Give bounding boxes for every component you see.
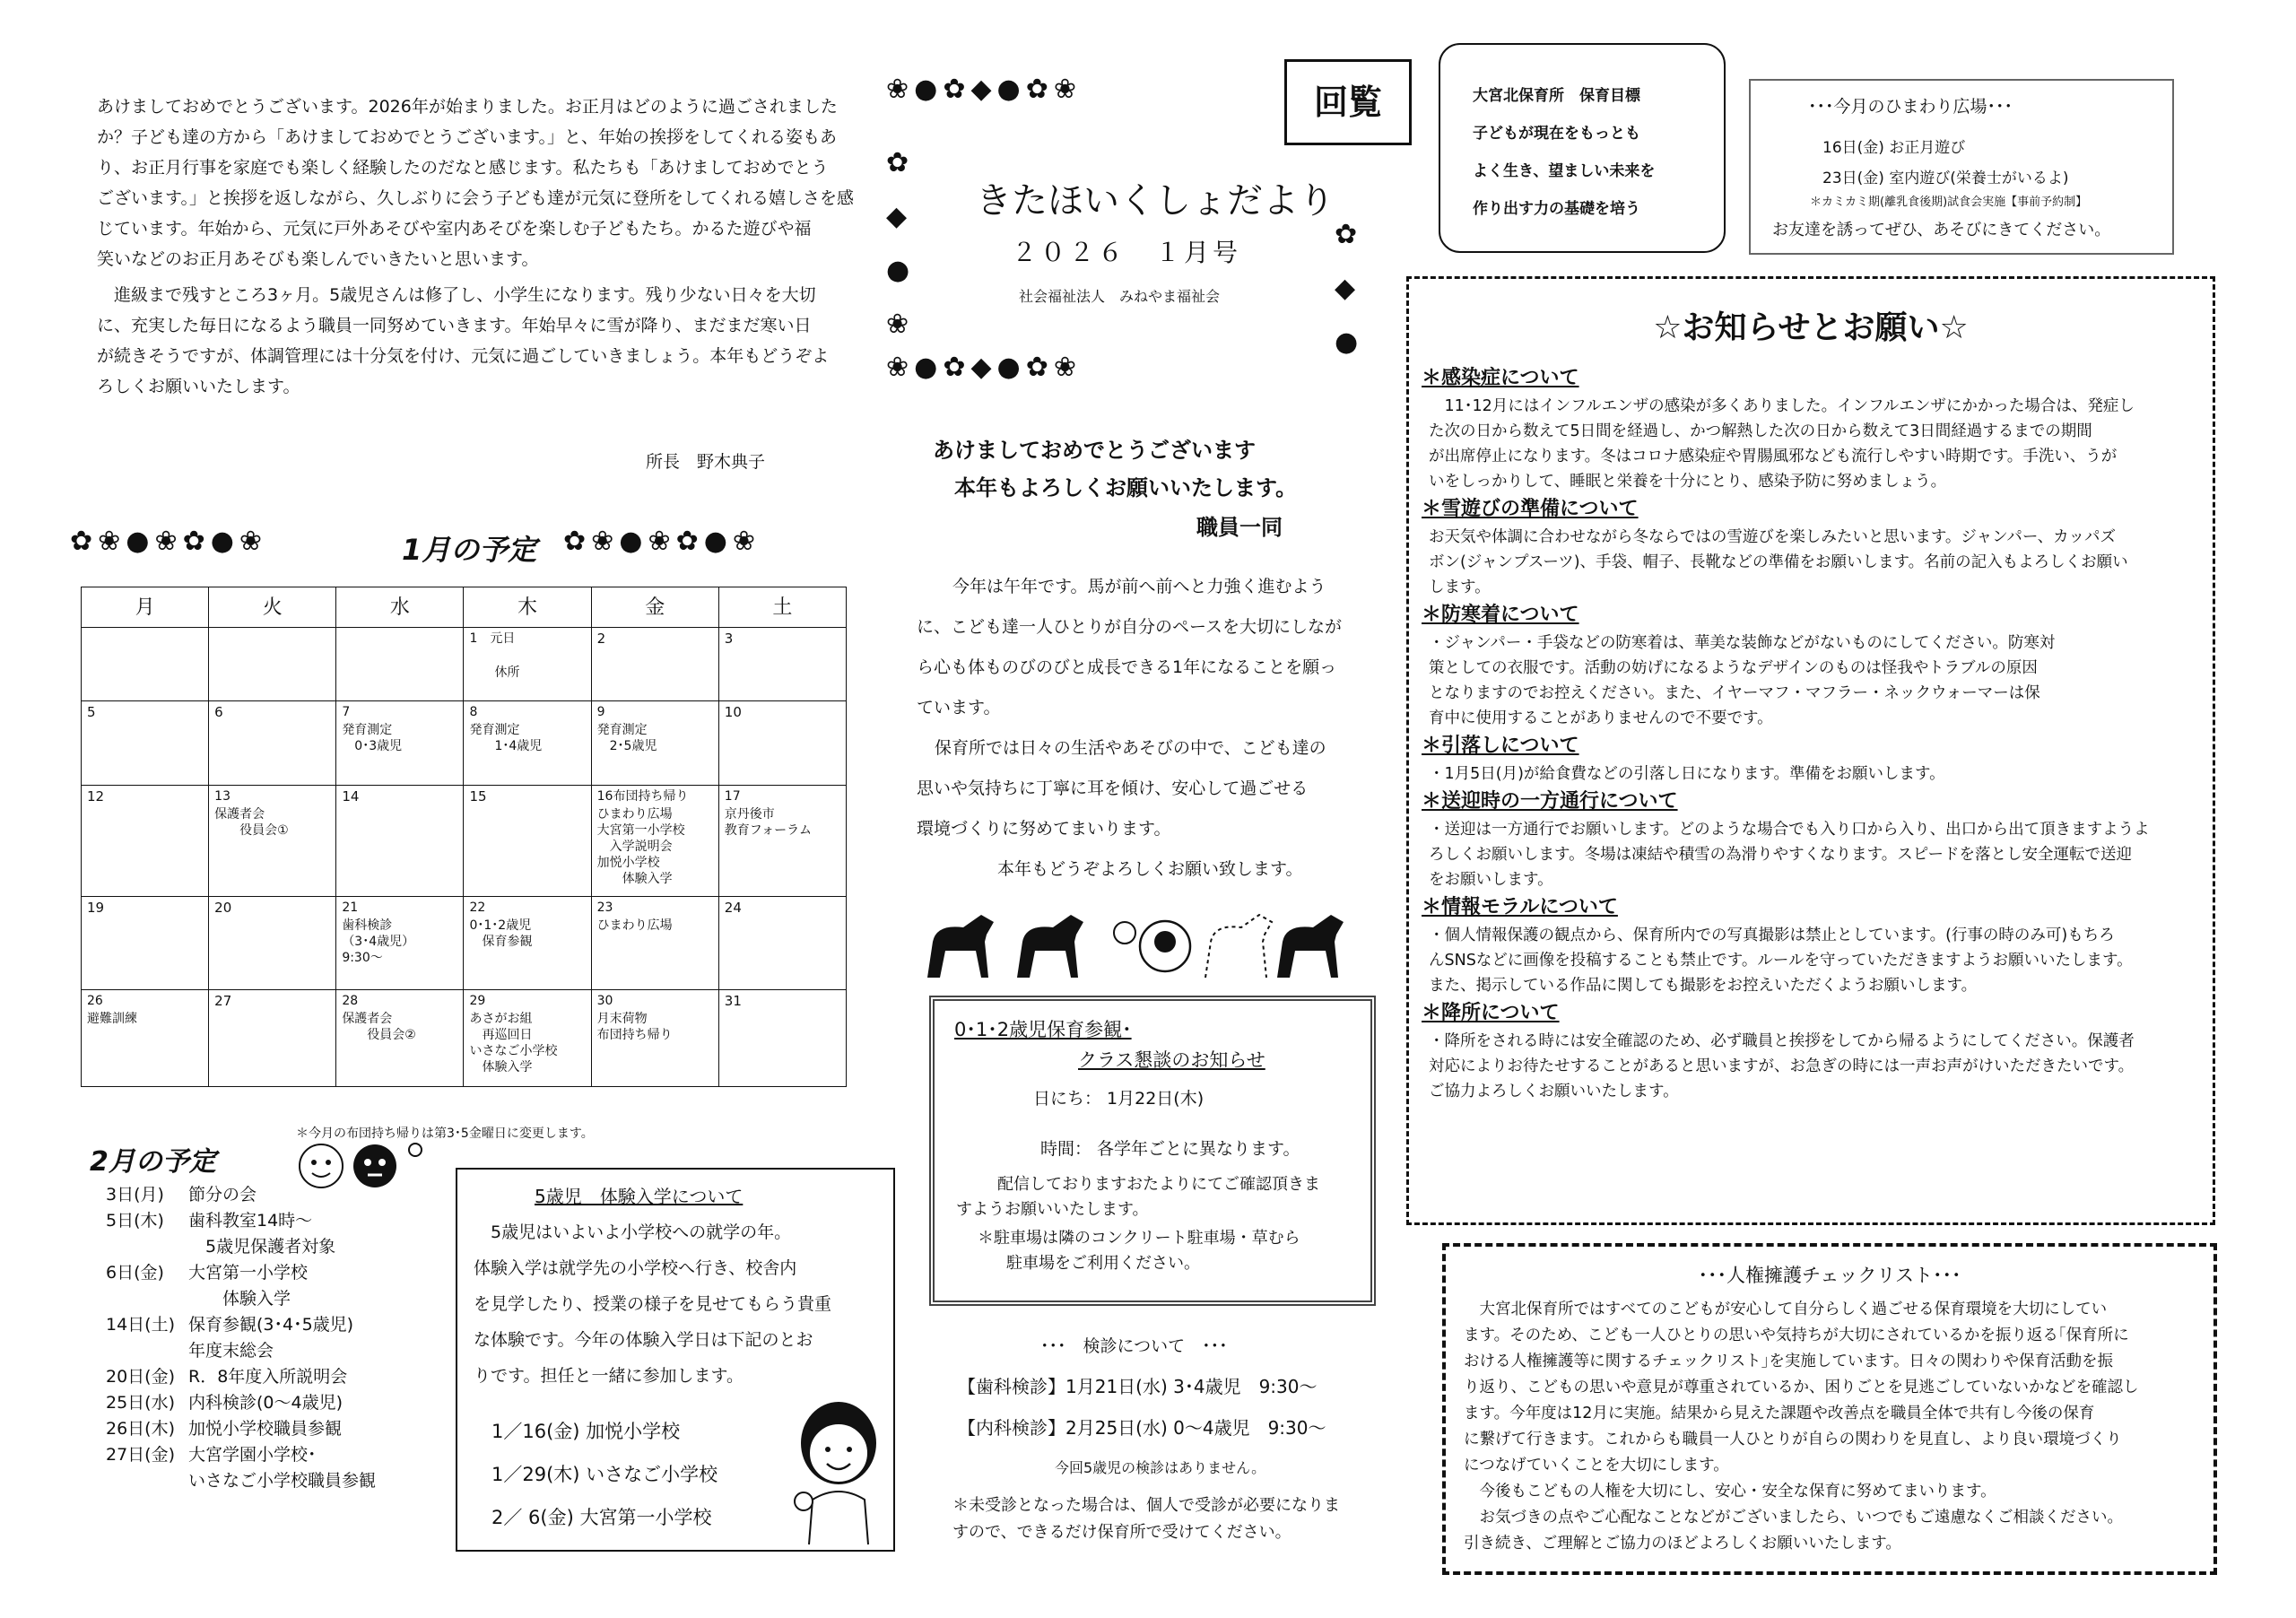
notice-line: ・1月5日(月)が給食費などの引落し日になります。準備をお願いします。 — [1429, 765, 1945, 783]
kenshin-foot2: すので、できるだけ保育所で受けてください。 — [952, 1523, 1292, 1542]
calendar-day-cell — [718, 628, 846, 701]
calendar-header-sat: 土 — [718, 587, 846, 628]
newsletter-publisher: 社会福祉法人 みねやま福祉会 — [1019, 288, 1221, 305]
kairan-stamp: 回覧 — [1284, 59, 1412, 145]
january-calendar — [81, 587, 847, 1087]
notice-line: また、掲示している作品に関しても撮影をお控えいただくようお願いします。 — [1429, 977, 1978, 995]
calendar-day-number: 13 — [214, 789, 230, 804]
february-item-text: 大宮第一小学校 — [188, 1263, 309, 1283]
calendar-week-row — [82, 786, 847, 897]
notice-heading: ＊感染症について — [1422, 367, 1579, 389]
notice-heading: ＊送迎時の一方通行について — [1422, 790, 1678, 813]
notice-line: ボン(ジャンプスーツ)、手袋、帽子、長靴などの準備をお願いします。名前の記入もよろしくお願い — [1429, 553, 2128, 571]
calendar-day-number: 20 — [214, 900, 232, 916]
february-item — [106, 1338, 376, 1364]
calendar-day-cell — [718, 701, 846, 786]
calendar-header-mon: 月 — [82, 587, 209, 628]
jinken-line: おける人権擁護等に関するチェックリスト｣を実施しています。日々の関わりや保育活動を振 — [1464, 1353, 2113, 1370]
calendar-event-text: 教育フォーラム — [724, 823, 812, 838]
notice-heading: ＊情報モラルについて — [1422, 896, 1618, 918]
february-item-date: 27日(金) — [106, 1445, 176, 1465]
notice-line: ご協力よろしくお願いいたします。 — [1429, 1083, 1679, 1100]
february-item-date — [106, 1234, 188, 1260]
calendar-day-cell — [209, 628, 336, 701]
february-item-date: 20日(金) — [106, 1367, 176, 1387]
february-item-text: 体験入学 — [188, 1289, 291, 1309]
calendar-day-cell — [591, 786, 718, 897]
february-item — [106, 1390, 376, 1416]
february-item-date: 26日(木) — [106, 1419, 176, 1439]
february-item — [106, 1442, 376, 1468]
taiken-box — [456, 1168, 895, 1552]
february-item-text: いさなご小学校職員参観 — [188, 1471, 377, 1491]
masthead-deco-right: ✿ ◆ ● — [1335, 219, 1364, 358]
himawari-box — [1749, 79, 2174, 255]
february-item-date — [106, 1338, 188, 1364]
calendar-day-cell — [464, 897, 591, 990]
february-item — [106, 1260, 376, 1286]
notice-line: します。 — [1429, 578, 1491, 596]
newyear-body: 今年は午年です。馬が前へ前へと力強く進むよう に、こども達一人ひとりが自分のペースを大切にしなが ら心も体ものびのびと成長できる1年になることを願っ ています。 保育所では日々の生活やあそびの中で、こども達の 思いや気持ちに丁寧に耳を傾け、安心して過ごせる 環境づくりに努めてまいります。 本年もどうぞよろしくお願い致します。 — [917, 577, 1343, 879]
calendar-day-cell — [336, 897, 464, 990]
calendar-day-number: 19 — [87, 900, 105, 916]
himawari-item-2: 23日(金) 室内遊び(栄養士がいるよ) — [1822, 170, 2069, 187]
notices-body — [1422, 363, 2200, 1104]
calendar-day-cell — [591, 628, 718, 701]
calendar-event-text: 避難訓練 — [87, 1012, 137, 1026]
calendar-day-cell — [209, 701, 336, 786]
notice-heading: ＊引落しについて — [1422, 735, 1579, 757]
calendar-day-cell — [82, 701, 209, 786]
january-deco-left: ✿❀●❀✿●❀ — [70, 526, 268, 557]
calendar-day-number: 26 — [87, 994, 103, 1008]
himawari-title: ･･･今月のひまわり広場･･･ — [1808, 97, 2013, 117]
kenshin-dental: 【歯科検診】1月21日(水) 3･4歳児 9:30～ — [958, 1376, 1318, 1397]
greeting-signature: 所長 野木典子 — [646, 452, 766, 472]
february-item — [106, 1468, 376, 1494]
kondan-parking1: ＊駐車場は隣のコンクリート駐車場・草むら — [978, 1229, 1300, 1248]
masthead — [886, 74, 1364, 396]
february-item — [106, 1364, 376, 1390]
calendar-event-text: 体験入学 — [596, 872, 673, 886]
calendar-event-text: 発育測定 — [342, 723, 393, 737]
calendar-event-text: 体験入学 — [469, 1060, 533, 1074]
calendar-event-text — [469, 648, 585, 665]
calendar-day-number: 31 — [724, 993, 742, 1009]
jinken-line: につなげていくことを大切にします。 — [1464, 1457, 1729, 1474]
february-item-date: 6日(金) — [106, 1263, 164, 1283]
calendar-day-number: 8 — [469, 705, 478, 719]
calendar-day-number: 9 — [596, 705, 605, 719]
masthead-deco-left: ✿ ◆ ● ❀ — [886, 147, 916, 340]
january-title: 1月の予定 — [402, 533, 537, 567]
calendar-day-cell — [82, 990, 209, 1087]
notice-line: お天気や体調に合わせながら冬ならではの雪遊びを楽しみたいと思います。ジャンパー、カッパズ — [1429, 528, 2116, 546]
february-item-date: 3日(月) — [106, 1185, 164, 1205]
calendar-event-text: 再巡回日 — [469, 1028, 533, 1042]
calendar-day-number: 12 — [87, 788, 105, 805]
february-item-text: 加悦小学校職員参観 — [188, 1419, 343, 1439]
kondan-title2: クラス懇談のお知らせ — [1078, 1049, 1265, 1071]
notice-line: が出席停止になります。冬はコロナ感染症や胃腸風邪なども流行しやすい時期です。手洗い、うが — [1429, 448, 2118, 465]
calendar-day-cell — [718, 990, 846, 1087]
calendar-day-cell — [209, 990, 336, 1087]
calendar-day-cell — [82, 897, 209, 990]
goals-box — [1439, 43, 1726, 253]
calendar-event-text: ひまわり広場 — [596, 918, 673, 933]
notice-line: 策としての衣服です。活動の妨げになるようなデザインのものは怪我やトラブルの原因 — [1429, 659, 2038, 677]
himawari-note: ＊カミカミ期(離乳食後期)試食会実施【事前予約制】 — [1810, 196, 2088, 209]
taiken-body: 5歳児はいよいよ小学校への就学の年。 体験入学は就学先の小学校へ行き、校舎内 を見学したり、授業の様子を見せてもらう貴重 な体験です。今年の体験入学日は下記のとお りです。担任と一緒に参加します。 — [474, 1222, 832, 1386]
kondan-title1: 0･1･2歳児保育参観･ — [954, 1019, 1132, 1040]
calendar-day-number: 6 — [214, 704, 223, 720]
calendar-event-text: 月末荷物 — [596, 1012, 648, 1026]
january-deco-right: ✿❀●❀✿●❀ — [563, 526, 761, 557]
calendar-day-cell — [718, 897, 846, 990]
february-item-text: 年度末総会 — [188, 1341, 274, 1361]
calendar-event-text: 歯科検診 — [342, 918, 393, 933]
calendar-day-cell — [82, 786, 209, 897]
calendar-event-text: 役員会① — [214, 823, 289, 838]
calendar-day-cell — [209, 897, 336, 990]
calendar-event-text: 1･4歳児 — [469, 739, 543, 753]
calendar-day-number: 15 — [469, 788, 487, 805]
jinken-line: お気づきの点やご心配なことなどがございましたら、いつでもご遠慮なくご相談ください。 — [1464, 1509, 2123, 1527]
futon-note: ＊今月の布団持ち帰りは第3･5金曜日に変更します。 — [296, 1127, 594, 1141]
notice-heading: ＊防寒着について — [1422, 604, 1579, 626]
february-item — [106, 1234, 376, 1260]
calendar-event-text: 大宮第一小学校 — [596, 823, 685, 838]
calendar-day-cell — [464, 628, 591, 701]
calendar-day-number: 30 — [596, 994, 613, 1008]
kondan-note1: 配信しておりますおたよりにてご確認頂きま — [997, 1175, 1320, 1194]
notice-line: をお願いします。 — [1429, 871, 1553, 889]
newyear-line2: 本年もよろしくお願いいたします。 — [954, 475, 1298, 500]
calendar-day-number: 24 — [724, 900, 742, 916]
teacher-illustration-icon — [789, 1394, 888, 1546]
jinken-line: 今後もこどもの人権を大切にし、安心・安全な保育に努めてまいります。 — [1464, 1483, 1996, 1501]
calendar-day-number: 2 — [596, 631, 606, 647]
taiken-title: 5歳児 体験入学について — [535, 1186, 744, 1207]
calendar-day-cell — [336, 786, 464, 897]
february-item — [106, 1416, 376, 1442]
calendar-event-text: 入学説明会 — [596, 839, 673, 854]
calendar-event-text: 0･3歳児 — [342, 739, 403, 753]
notice-heading: ＊雪遊びの準備について — [1422, 498, 1639, 520]
calendar-day-number: 29 — [469, 994, 486, 1008]
calendar-event-text: 発育測定 — [469, 723, 520, 737]
february-title: 2月の予定 — [90, 1146, 216, 1178]
notices-title: ☆お知らせとお願い☆ — [1653, 309, 1969, 346]
kenshin-title: ･･･ 検診について ･･･ — [1040, 1336, 1228, 1356]
notice-line: ・送迎は一方通行でお願いします。どのような場合でも入り口から入り、出口から出て頂きますようよ — [1429, 821, 2150, 839]
kenshin-foot1: ＊未受診となった場合は、個人で受診が必要になりま — [952, 1496, 1340, 1515]
calendar-day-number: 5 — [87, 704, 96, 720]
calendar-header-fri: 金 — [591, 587, 718, 628]
calendar-event-text: 役員会② — [342, 1028, 416, 1042]
kondan-parking2: 駐車場をご利用ください。 — [1006, 1254, 1200, 1273]
kenshin-note: 今回5歳児の検診はありません。 — [1055, 1459, 1266, 1476]
calendar-day-cell — [591, 990, 718, 1087]
notice-line: 対応によりお待たせすることがあると思いますが、お急ぎの時には一声お声がけいただきたいです。 — [1429, 1057, 2135, 1075]
calendar-day-number: 16布団持ち帰り — [596, 789, 689, 804]
calendar-day-cell — [718, 786, 846, 897]
notice-line: んSNSなどに画像を投稿することも禁止です。ルールを守っていただきますようお願いいたします。 — [1429, 952, 2133, 970]
kondan-date: 日にち： 1月22日(木) — [1033, 1089, 1205, 1109]
calendar-day-cell — [464, 786, 591, 897]
jinken-title: ･･･人権擁護チェックリスト･･･ — [1698, 1265, 1961, 1286]
calendar-event-text: 0･1･2歳児 — [469, 918, 532, 933]
kondan-time: 時間： 各学年ごとに異なります。 — [1040, 1139, 1300, 1159]
calendar-day-cell — [591, 897, 718, 990]
calendar-day-cell — [82, 628, 209, 701]
calendar-event-text: 2･5歳児 — [596, 739, 657, 753]
february-item-text: 保育参観(3･4･5歳児) — [188, 1315, 354, 1335]
calendar-event-text: 休所 — [469, 665, 520, 680]
calendar-day-cell — [336, 628, 464, 701]
calendar-day-number: 23 — [596, 900, 613, 915]
calendar-week-row — [82, 897, 847, 990]
calendar-day-cell — [464, 990, 591, 1087]
calendar-event-text: 9:30～ — [342, 951, 383, 965]
calendar-day-cell — [464, 701, 591, 786]
calendar-day-cell — [209, 786, 336, 897]
jinken-box — [1442, 1243, 2217, 1575]
notice-line: た次の日から数えて5日間を経過し、かつ解熱した次の日から数えて3日間経過するまでの期間 — [1429, 422, 2092, 440]
notice-line: 育中に使用することがありませんので不要です。 — [1429, 709, 1773, 727]
calendar-header-tue: 火 — [209, 587, 336, 628]
calendar-day-number: 14 — [342, 788, 360, 805]
calendar-day-cell — [336, 701, 464, 786]
calendar-event-text: あさがお組 — [469, 1012, 533, 1026]
newyear-line1: あけましておめでとうございます — [933, 438, 1256, 463]
notice-line: 11･12月にはインフルエンザの感染が多くありました。インフルエンザにかかった場合は、発症し — [1429, 397, 2135, 415]
horse-row-icon — [918, 897, 1349, 987]
calendar-event-text: 京丹後市 — [724, 807, 775, 822]
notice-line: ・個人情報保護の観点から、保育所内での写真撮影は禁止としています。(行事の時のみ可)もちろ — [1429, 926, 2115, 944]
goals-text: 大宮北保育所 保育目標 子どもが現在をもっとも よく生き、望ましい未来を 作り出す力の基礎を培う — [1473, 87, 1656, 218]
february-item-text: 5歳児保護者対象 — [188, 1237, 336, 1257]
calendar-week-row — [82, 628, 847, 701]
calendar-event-text: （3･4歳児） — [342, 935, 415, 949]
calendar-header-wed: 水 — [336, 587, 464, 628]
notice-heading: ＊降所について — [1422, 1002, 1560, 1024]
greeting-text: あけましておめでとうございます。2026年が始まりました。お正月はどのように過ごされました か？子ども達の方から「あけましておめでとうございます。」と、年始の挨拶をしてくれる姿もあ り、お正月行事を家庭でも楽しく経験したのだなと感じます。私たちも「あけましておめでとう ございます。」と挨拶を返しながら、久しぶりに会う子ども達が元気に登所をしてくれる嬉しさを感 じています。年始から、元気に戸外あそびや室内あそびを楽しむ子どもたち。かるた遊びや福 笑いなどのお正月あそびも楽しんでいきたいと思います。 進級まで残すところ3ヶ月。5歳児さんは修了し、小学生になります。残り少ない日々を大切 に、充実した毎日になるよう職員一同努めていきます。年始早々に雪が降り、まだまだ寒い日 が続きそうですが、体調管理には十分気を付け、元気に過ごしていきましょう。本年もどうぞよ ろしくお願いいたします。 — [97, 97, 854, 396]
calendar-day-cell — [591, 701, 718, 786]
notice-line: ・ジャンパー・手袋などの防寒着は、華美な装飾などがないものにしてください。防寒対 — [1429, 634, 2056, 652]
newsletter-issue: ２０２６ １月号 — [1012, 238, 1242, 267]
himawari-item-1: 16日(金) お正月遊び — [1822, 139, 1966, 157]
calendar-week-row — [82, 990, 847, 1087]
february-item — [106, 1312, 376, 1338]
calendar-day-number: 1 元日 — [469, 631, 516, 646]
february-item — [106, 1182, 376, 1208]
notices-box — [1406, 276, 2215, 1225]
february-item-date: 5日(木) — [106, 1211, 164, 1231]
calendar-day-number: 21 — [342, 900, 359, 915]
calendar-day-cell — [336, 990, 464, 1087]
calendar-event-text: 保護者会 — [342, 1012, 393, 1026]
jinken-line: 大宮北保育所ではすべてのこどもが安心して自分らしく過ごせる保育環境を大切にしてい — [1464, 1300, 2108, 1318]
february-item-date: 25日(水) — [106, 1393, 176, 1413]
jinken-line: ます。今年度は12月に実施。結果から見えた課題や改善点を職員全体で共有し今後の保育 — [1464, 1405, 2095, 1422]
notice-line: ・降所をされる時には安全確認のため、必ず職員と挨拶をしてから帰るようにしてください。保護者 — [1429, 1032, 2135, 1050]
calendar-day-number: 3 — [724, 631, 734, 647]
kondan-box — [929, 996, 1376, 1306]
calendar-event-text: ひまわり広場 — [596, 807, 673, 822]
jinken-line: ます。そのため、こども一人ひとりの思いや気持ちが大切にされているかを振り返る｢保育所に — [1464, 1327, 2129, 1344]
february-item-date: 14日(土) — [106, 1315, 176, 1335]
calendar-event-text: 保育参観 — [469, 935, 533, 949]
calendar-day-number: 7 — [342, 705, 351, 719]
february-item-date — [106, 1468, 188, 1494]
calendar-day-number: 28 — [342, 994, 359, 1008]
calendar-day-number: 22 — [469, 900, 486, 915]
jinken-line: に繋げて行きます。これからも職員一人ひとりが自らの関わりを見直し、より良い環境づくり — [1464, 1431, 2122, 1448]
calendar-day-number: 27 — [214, 993, 232, 1009]
calendar-event-text: いさなご小学校 — [469, 1044, 558, 1058]
masthead-deco-bottom: ❀●✿◆●✿❀ — [886, 352, 1082, 383]
calendar-header-thu: 木 — [464, 587, 591, 628]
jinken-body — [1464, 1297, 2139, 1557]
calendar-event-text: 加悦小学校 — [596, 856, 660, 870]
calendar-day-number: 17 — [724, 789, 741, 804]
notice-line: ろしくお願いします。冬場は凍結や積雪の為滑りやすくなります。スピードを落とし安全運転で送迎 — [1429, 846, 2132, 864]
jinken-line: り返り、こどもの思いや意見が尊重されているか、困りごとを見逃ごしていないかなどを確認し — [1464, 1379, 2139, 1396]
jinken-line: 引き続き、ご理解とご協力のほどよろしくお願いいたします。 — [1464, 1535, 1901, 1553]
calendar-event-text: 発育測定 — [596, 723, 648, 737]
masthead-deco-top: ❀●✿◆●✿❀ — [886, 74, 1082, 105]
february-item-text: R．8年度入所説明会 — [188, 1367, 348, 1387]
calendar-week-row — [82, 701, 847, 786]
calendar-day-number: 10 — [724, 704, 742, 720]
february-item-text: 歯科教室14時～ — [188, 1211, 313, 1231]
february-item — [106, 1208, 376, 1234]
kenshin-internal: 【内科検診】2月25日(水) 0～4歳児 9:30～ — [958, 1417, 1326, 1439]
calendar-event-text: 布団持ち帰り — [596, 1028, 673, 1042]
february-item-text: 大宮学園小学校･ — [188, 1445, 317, 1465]
february-list — [106, 1182, 376, 1494]
horse-illustrations — [918, 897, 1349, 990]
february-item — [106, 1286, 376, 1312]
calendar-header-row — [82, 587, 847, 628]
calendar-event-text: 保護者会 — [214, 807, 265, 822]
newyear-staff: 職員一同 — [1196, 515, 1283, 540]
notice-line: いをしっかりして、睡眠と栄養を十分にとり、感染予防に努めましょう。 — [1429, 473, 1947, 491]
taiken-dates: 1／16(金) 加悦小学校 1／29(木) いさなご小学校 2／ 6(金) 大宮第一小学校 — [491, 1421, 718, 1528]
newsletter-title: きたほいくしょだより — [976, 180, 1335, 222]
february-item-text: 節分の会 — [188, 1185, 257, 1205]
himawari-invite: お友達を誘ってぜひ、あそびにきてください。 — [1772, 221, 2111, 239]
february-item-text: 内科検診(0～4歳児) — [188, 1393, 344, 1413]
notice-line: となりますのでお控えください。また、イヤーマフ・マフラー・ネックウォーマーは保 — [1429, 684, 2040, 702]
february-item-date — [106, 1286, 188, 1312]
kondan-note2: すようお願いいたします。 — [956, 1200, 1149, 1219]
